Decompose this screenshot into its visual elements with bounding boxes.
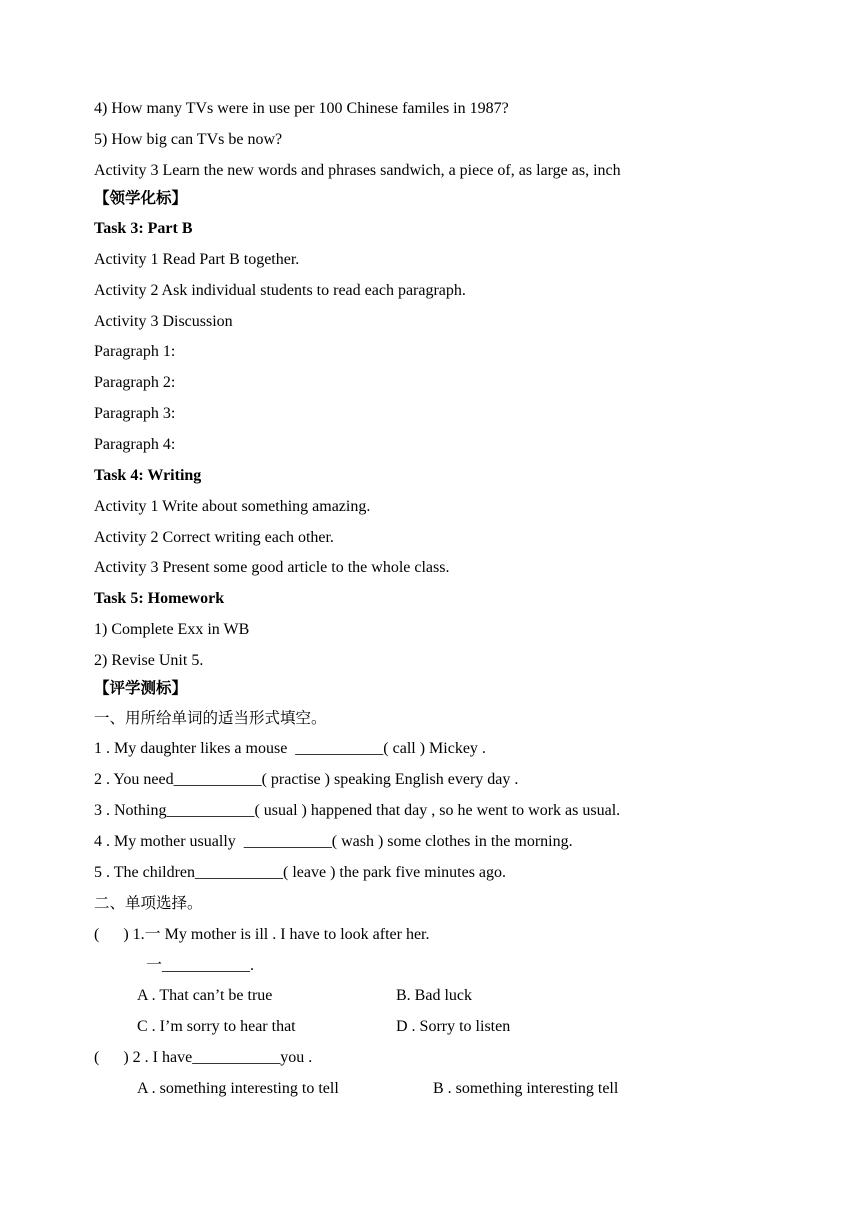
question-5: 5) How big can TVs be now? <box>94 131 283 148</box>
task-4-heading: Task 4: Writing <box>94 467 202 484</box>
activity-3-new-words: Activity 3 Learn the new words and phrases sandwich, a piece of, as large as, inch <box>94 162 621 179</box>
part-2-instruction: 二、单项选择。 <box>94 894 203 912</box>
multiple-choice-1: ( ) 1.一 My mother is ill . I have to look after her. <box>94 926 430 943</box>
homework-2: 2) Revise Unit 5. <box>94 652 204 669</box>
part-1-instruction: 一、用所给单词的适当形式填空。 <box>94 709 327 727</box>
homework-1: 1) Complete Exx in WB <box>94 621 250 638</box>
section-evaluation-heading: 【评学测标】 <box>94 679 188 697</box>
fill-blank-4: 4 . My mother usually ___________( wash ) some clothes in the morning. <box>94 833 573 850</box>
paragraph-3-label: Paragraph 3: <box>94 405 176 422</box>
choice-1-option-c: C . I’m sorry to hear that <box>137 1018 296 1035</box>
fill-blank-3: 3 . Nothing___________( usual ) happened that day , so he went to work as usual. <box>94 802 621 819</box>
paragraph-4-label: Paragraph 4: <box>94 436 176 453</box>
paragraph-2-label: Paragraph 2: <box>94 374 176 391</box>
section-lead-heading: 【领学化标】 <box>94 189 188 207</box>
fill-blank-5: 5 . The children___________( leave ) the park five minutes ago. <box>94 864 507 881</box>
question-4: 4) How many TVs were in use per 100 Chinese familes in 1987? <box>94 100 509 117</box>
choice-2-option-b: B . something interesting tell <box>433 1080 619 1097</box>
task-5-heading: Task 5: Homework <box>94 590 225 607</box>
task-4-activity-2: Activity 2 Correct writing each other. <box>94 529 334 546</box>
choice-1-option-d: D . Sorry to listen <box>396 1018 511 1035</box>
multiple-choice-1-reply: 一___________. <box>146 957 255 974</box>
task-3-activity-1: Activity 1 Read Part B together. <box>94 251 300 268</box>
choice-1-option-a: A . That can’t be true <box>137 987 273 1004</box>
paragraph-1-label: Paragraph 1: <box>94 343 176 360</box>
choice-1-option-b: B. Bad luck <box>396 987 472 1004</box>
fill-blank-2: 2 . You need___________( practise ) speaking English every day . <box>94 771 519 788</box>
choice-2-option-a: A . something interesting to tell <box>137 1080 339 1097</box>
task-4-activity-1: Activity 1 Write about something amazing. <box>94 498 371 515</box>
task-4-activity-3: Activity 3 Present some good article to the whole class. <box>94 559 450 576</box>
task-3-activity-3: Activity 3 Discussion <box>94 313 233 330</box>
task-3-activity-2: Activity 2 Ask individual students to read each paragraph. <box>94 282 466 299</box>
multiple-choice-2: ( ) 2 . I have___________you . <box>94 1049 313 1066</box>
fill-blank-1: 1 . My daughter likes a mouse ___________( call ) Mickey . <box>94 740 486 757</box>
task-3-heading: Task 3: Part B <box>94 220 193 237</box>
